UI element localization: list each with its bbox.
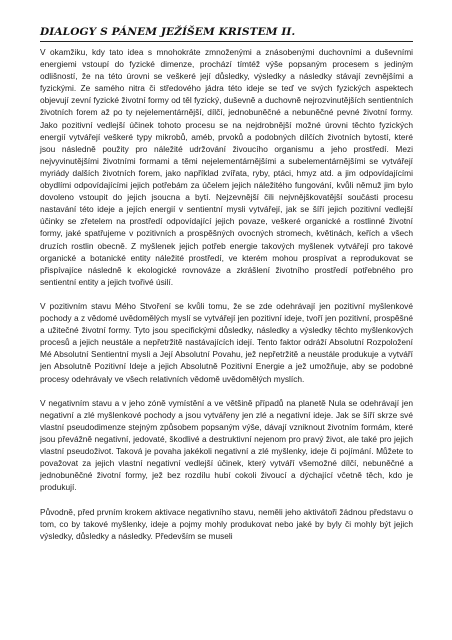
paragraph-4: Původně, před prvním krokem aktivace negativního stavu, neměli jeho aktivátoři žádnou představu o tom, co by takové myšlenky, ideje a pojmy mohly produkovat nebo jaké by byly či mohly být jejich výsledky, důsledky a následky. Především se museli [40, 506, 413, 541]
paragraph-2: V pozitivním stavu Mého Stvoření se kvůli tomu, že se zde odehrávají jen pozitivní myšlenkové pochody a z vědomé uvědomělých myslí se vytvářejí jen pozitivní ideje, tvoří jen pozitivní, prospěšné a užitečné životní formy. Tyto jsou specifickými důsledky, následky a výsledky těchto myšlenkových procesů a jejich neustále a nepřetržitě nastávajících idejí. Tento faktor odráží Absolutní Rozpoložení Mé Absolutní Sentientní mysli a Její Absolutní Povahu, jež nepřetržitě a neustále produkuje a vytváří jen Absolutně Pozitivní Ideje a jejich Absolutně Pozitivní Energie a jež umožňuje, aby se podobné procesy odehrávaly ve všech relativních vědomě uvědomělých myslích. [40, 300, 413, 384]
paragraph-1: V okamžiku, kdy tato idea s mnohokráte zmnoženými a znásobenými duchovními a duševními energiemi vstoupí do fyzické dimenze, prochází tímtéž výše popsaným procesem s jediným odlišností, že na této úrovni se veškeré její důsledky, výsledky a následky stávají zevnějšími a fyzickými. Ze samého nitra či středového jádra této ideje se teď ve svých fyzických aspektech objevují zevní fyzické životní formy od těl fyzický, duševně a duchovně nejrozvinutějších sentientních životních forem až po ty nejelementárnější, dílčí, jednobuněčné a nebuněčné pevné životní formy. Jako pozitivní vedlejší účinek tohoto procesu se na nejdrobnější možné úrovni těchto fyzických energií vytvářejí veškeré typy mikrobů, améb, prvoků a podobných dílčích životních bytostí, které jsou následně použity pro náležité udržování živoucího organismu a jeho prostředí. Mezi nejvyvinutějšími životními formami a těmi nejelementárnějšími a subelementárnějšími se vytvářejí myriády dalších životních forem, jako například zvířata, ryby, ptáci, hmyz atd. a jim odpovídajícími obydlími odpovídajícími jejich potřebám za účelem jejich náležitého fungování, kvůli němuž jim bylo dovoleno vstoupit do jejich jsoucna a bytí. Nejzevnější čili nejvnějškovatější součásti procesu nastavání této ideje a jejích energií v sentientní mysli vytvářejí, jak se šíří jejich pozitivní vedlejší účinky se zřetelem na prostředí odpovídající jejich povaze, veškeré organické a rostlinné životní formy, jaké spatřujeme v pozitivních a prospěšných ovocných stromech, květinách, keřích a všech druzích rostlin obecně. Z myšlenek jejich potřeb energie takových myšlenek vytvářejí pro takové organické a botanické entity náležité prostředí, ve kterém mohou prospívat a reprodukovat se přispívajíce následně k ekologické rovnováze a zkrášlení životního prostředí potřebného pro sentientní entity a jejich tvořivé úsilí. [40, 47, 413, 287]
body-text [40, 46, 413, 554]
running-header: DIALOGY S PÁNEM JEŽÍŠEM KRISTEM II. [40, 26, 413, 42]
paragraph-3: V negativním stavu a v jeho zóně vymístění a ve většině případů na planetě Nula se odehrávají jen negativní a zlé myšlenkové pochody a jsou vytvářeny jen zlé a negativní ideje. Jak se šíří skrze své vlastní pseudodimenze stejným způsobem popsaným výše, dávají vzniknout životním formám, které jsou převážně negativní, jedovaté, škodlivé a destruktivní nejenom pro pravý život, ale také pro jejich vlastní pseudoživot. Taková je povaha jakékoli negativní a zlé myšlenky, ideje či pojímání. Můžete to považovat za jejich vlastní negativní vedlejší účinek, který vytváří všemožné dílčí, nebuněčné a jednobuněčné životní formy, jež bez rozdílu hubí cokoli živoucí a dýchající včetně těch, kdo je produkují. [40, 397, 413, 493]
